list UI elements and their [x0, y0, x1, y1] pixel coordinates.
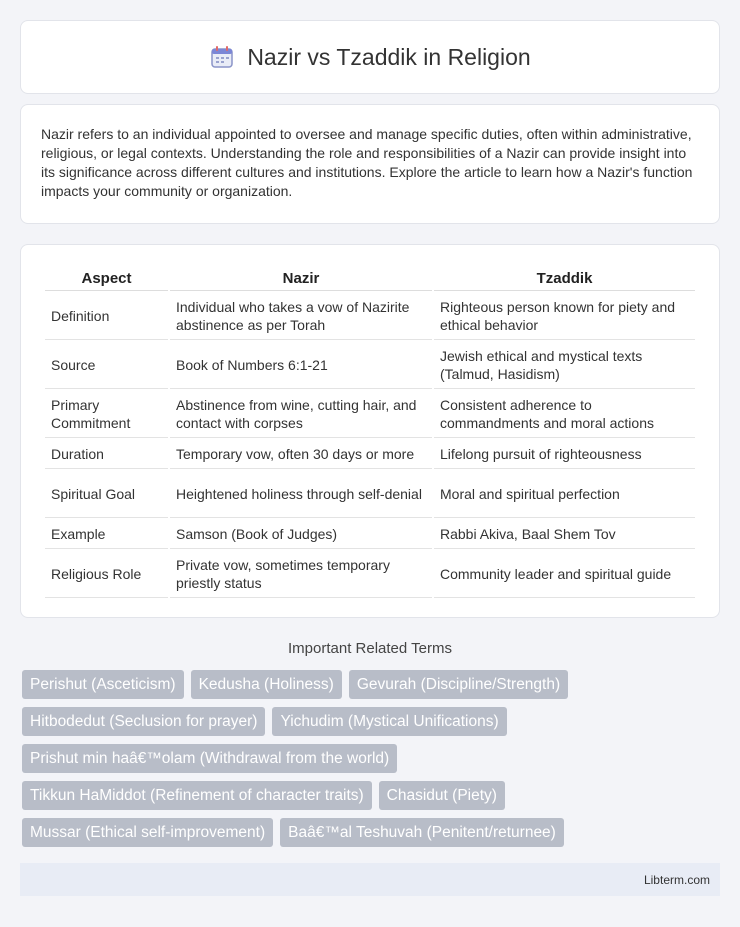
related-terms-title: Important Related Terms	[288, 640, 452, 657]
table-cell: Abstinence from wine, cutting hair, and contact with corpses	[170, 391, 432, 438]
related-term-tag[interactable]: Yichudim (Mystical Unifications)	[272, 707, 506, 736]
comparison-table-card	[20, 244, 720, 618]
intro-text: Nazir refers to an individual appointed to oversee and manage specific duties, often within administrative, religious, or legal contexts. Understanding the role and responsibilities of a Nazir can provide insight into its significance across different cultures and institutions. Explore the article to learn how a Nazir's function impacts your community or organization.	[41, 126, 693, 199]
table-row	[45, 293, 695, 340]
related-term-tag[interactable]: Hitbodedut (Seclusion for prayer)	[22, 707, 265, 736]
footer	[20, 863, 720, 896]
table-row	[45, 440, 695, 469]
related-term-tag[interactable]: Kedusha (Holiness)	[191, 670, 342, 699]
related-term-tag[interactable]: Chasidut (Piety)	[379, 781, 505, 810]
table-cell: Righteous person known for piety and ethical behavior	[434, 293, 695, 340]
title-card	[20, 20, 720, 94]
table-cell: Example	[45, 520, 168, 549]
table-cell: Community leader and spiritual guide	[434, 551, 695, 598]
related-terms-list	[22, 670, 722, 855]
related-term-tag[interactable]: Perishut (Asceticism)	[22, 670, 184, 699]
table-header-row	[45, 267, 695, 291]
table-row	[45, 551, 695, 598]
header-aspect: Aspect	[45, 267, 168, 291]
table-row	[45, 471, 695, 518]
table-cell: Private vow, sometimes temporary priestly status	[170, 551, 432, 598]
related-term-tag[interactable]: Prishut min haâ€™olam (Withdrawal from the world)	[22, 744, 397, 773]
table-cell: Samson (Book of Judges)	[170, 520, 432, 549]
table-cell: Heightened holiness through self-denial	[170, 471, 432, 518]
table-row	[45, 391, 695, 438]
comparison-table	[43, 265, 697, 600]
table-cell: Source	[45, 342, 168, 389]
footer-site-link[interactable]: Libterm.com	[643, 872, 710, 887]
table-cell: Primary Commitment	[45, 391, 168, 438]
related-term-tag[interactable]: Tikkun HaMiddot (Refinement of character traits)	[22, 781, 372, 810]
intro-card	[20, 104, 720, 224]
table-cell: Spiritual Goal	[45, 471, 168, 518]
header-nazir: Nazir	[170, 267, 432, 291]
table-cell: Moral and spiritual perfection	[434, 471, 695, 518]
header-tzaddik: Tzaddik	[434, 267, 695, 291]
table-cell: Duration	[45, 440, 168, 469]
table-row	[45, 520, 695, 549]
table-cell: Book of Numbers 6:1-21	[170, 342, 432, 389]
table-row	[45, 342, 695, 389]
table-cell: Individual who takes a vow of Nazirite abstinence as per Torah	[170, 293, 432, 340]
table-cell: Definition	[45, 293, 168, 340]
table-cell: Temporary vow, often 30 days or more	[170, 440, 432, 469]
table-cell: Jewish ethical and mystical texts (Talmud, Hasidism)	[434, 342, 695, 389]
page-title: Nazir vs Tzaddik in Religion	[247, 43, 531, 70]
calendar-icon	[209, 44, 235, 70]
table-cell: Consistent adherence to commandments and moral actions	[434, 391, 695, 438]
table-cell: Lifelong pursuit of righteousness	[434, 440, 695, 469]
related-term-tag[interactable]: Gevurah (Discipline/Strength)	[349, 670, 568, 699]
related-term-tag[interactable]: Mussar (Ethical self-improvement)	[22, 818, 273, 847]
table-cell: Rabbi Akiva, Baal Shem Tov	[434, 520, 695, 549]
table-cell: Religious Role	[45, 551, 168, 598]
related-term-tag[interactable]: Baâ€™al Teshuvah (Penitent/returnee)	[280, 818, 564, 847]
